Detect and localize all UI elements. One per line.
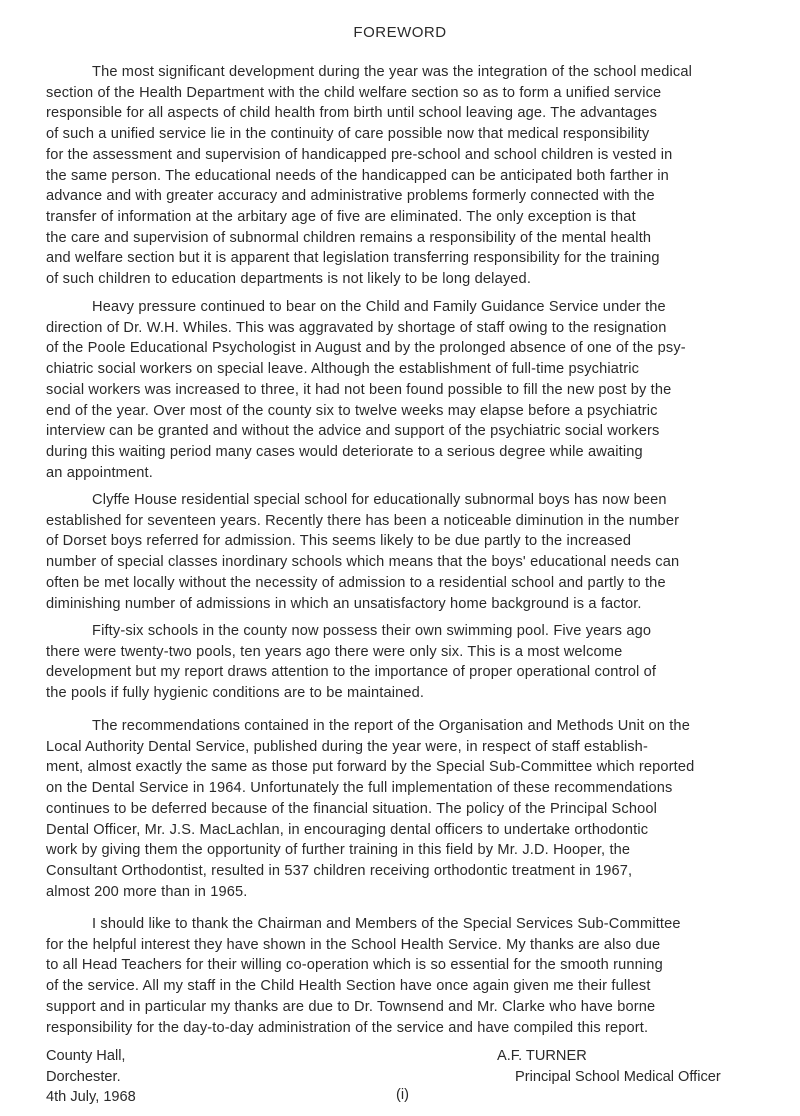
signatory-name: A.F. TURNER <box>497 1048 587 1064</box>
signature-block <box>497 1046 721 1087</box>
paragraph-acknowledgements: I should like to thank the Chairman and Members of the Special Services Sub-Committee for the helpful interest they have shown in the School Health Service. My thanks are also due to all Head Teachers for their willing co-operation which is so essential for the smooth running of the service. All my staff in the Child Health Section have once again given me their fullest support and in particular my thanks are due to Dr. Townsend and Mr. Clarke who have borne responsibility for the day-to-day administration of the service and have compiled this report. <box>46 916 681 1036</box>
paragraph-dental-service: The recommendations contained in the report of the Organisation and Methods Unit on the Local Authority Dental Service, published during the year were, in respect of staff establish- ment, almost exactly the same as those put forward by the Special Sub-Committee which reported on the Dental Service in 1964. Unfortunately the full implementation of these recommendations continues to be deferred because of the financial situation. The policy of the Principal School Dental Officer, Mr. J.S. MacLachlan, in encouraging dental officers to undertake orthodontic work by giving them the opportunity of further training in this field by Mr. J.D. Hooper, the Consultant Orthodontist, resulted in 537 children receiving orthodontic treatment in 1967, almost 200 more than in 1965. <box>46 718 695 900</box>
sender-address <box>46 1046 136 1108</box>
paragraph-clyffe-house: Clyffe House residential special school for educationally subnormal boys has now been established for seventeen years. Recently there has been a noticeable diminution in the number of Dorset boys referred for admission. This seems likely to be due partly to the increased number of special classes inordinary schools which means that the boys' educational needs can often be met locally without the necessity of admission to a residential school and partly to the diminishing number of admissions in which an unsatisfactory home background is a factor. <box>46 492 680 612</box>
paragraph-guidance-service: Heavy pressure continued to bear on the Child and Family Guidance Service under the direction of Dr. W.H. Whiles. This was aggravated by shortage of staff owing to the resignation of the Poole Educational Psychologist in August and by the prolonged absence of one of the psy- chiatric social workers on special leave. Although the establishment of full-time psychiatric social workers was increased to three, it had not been found possible to fill the new post by the end of the year. Over most of the county six to twelve weeks may elapse before a psychiatric interview can be granted and without the advice and support of the psychiatric social workers during this waiting period many cases would deteriorate to a serious degree while awaiting an appointment. <box>46 299 686 481</box>
paragraph-integration: The most significant development during the year was the integration of the school medical section of the Health Department with the child welfare section so as to form a unified service responsible for all aspects of child health from birth until school leaving age. The advantages of such a unified service lie in the continuity of care possible now that medical responsibility for the assessment and supervision of handicapped pre-school and school children is vested in the same person. The educational needs of the handicapped can be anticipated both farther in advance and with greater accuracy and administrative problems formerly connected with the transfer of information at the arbitary age of five are eliminated. The only exception is that the care and supervision of subnormal children remains a responsibility of the mental health and welfare section but it is apparent that legislation transferring responsibility for the training of such children to education departments is not likely to be long delayed. <box>46 64 693 288</box>
address-line-1: County Hall, <box>46 1048 126 1064</box>
signatory-title: Principal School Medical Officer <box>515 1068 721 1085</box>
page-title: FOREWORD <box>353 24 447 41</box>
paragraph-swimming-pools: Fifty-six schools in the county now possess their own swimming pool. Five years ago there were twenty-two pools, ten years ago there were only six. This is a most welcome development but my report draws attention to the importance of proper operational control of the pools if fully hygienic conditions are to be maintained. <box>46 623 657 702</box>
page-number: (i) <box>396 1087 409 1103</box>
address-line-2: Dorchester. <box>46 1068 121 1085</box>
letter-date: 4th July, 1968 <box>46 1089 136 1106</box>
